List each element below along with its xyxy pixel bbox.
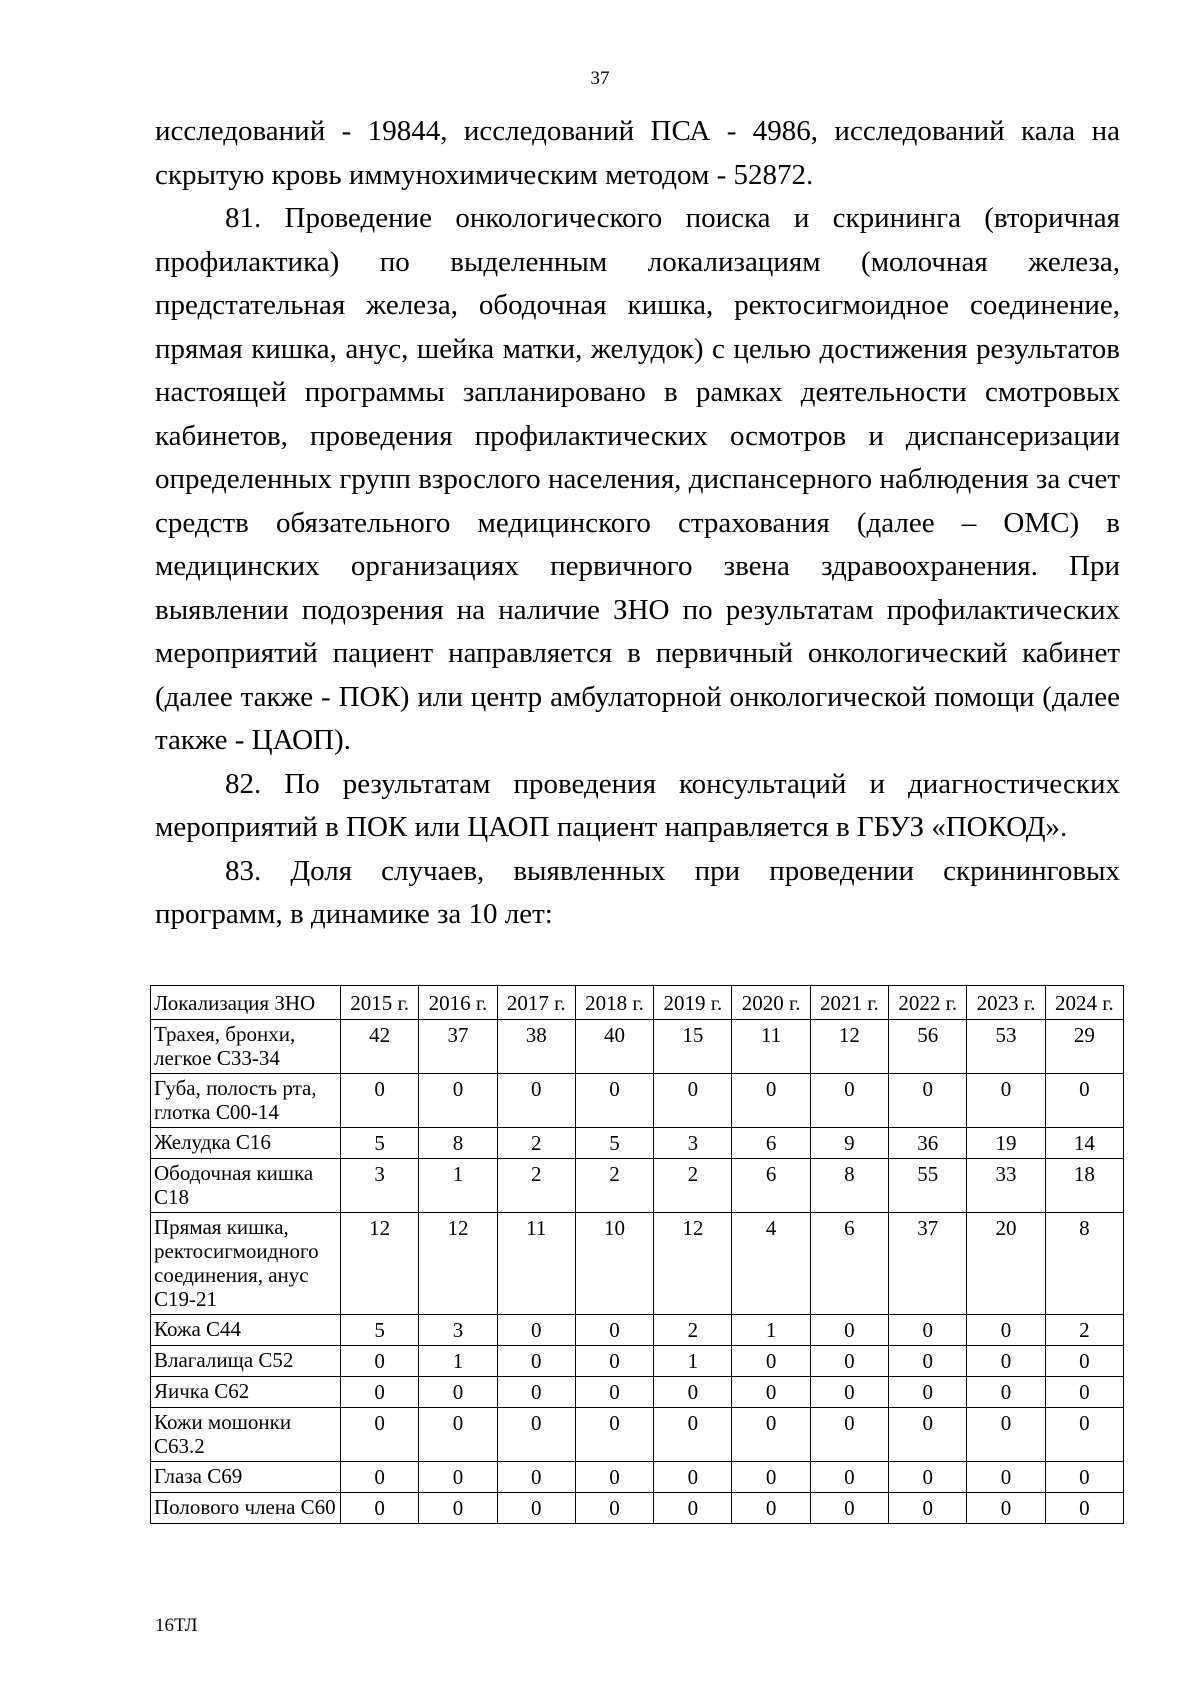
value-cell: 0 [889, 1346, 967, 1377]
value-cell: 0 [497, 1408, 575, 1462]
value-cell: 0 [575, 1346, 653, 1377]
value-cell: 0 [497, 1315, 575, 1346]
value-cell: 1 [654, 1346, 732, 1377]
value-cell: 5 [341, 1128, 419, 1159]
value-cell: 0 [497, 1462, 575, 1493]
value-cell: 0 [575, 1315, 653, 1346]
value-cell: 0 [341, 1408, 419, 1462]
value-cell: 2 [497, 1128, 575, 1159]
value-cell: 8 [1045, 1213, 1123, 1315]
table-row [151, 1377, 1124, 1408]
value-cell: 0 [810, 1408, 888, 1462]
value-cell: 0 [341, 1346, 419, 1377]
header-cell: 2020 г. [732, 986, 810, 1020]
header-cell: 2021 г. [810, 986, 888, 1020]
value-cell: 0 [341, 1462, 419, 1493]
header-cell: 2024 г. [1045, 986, 1123, 1020]
table-row [151, 1315, 1124, 1346]
value-cell: 5 [575, 1128, 653, 1159]
value-cell: 0 [810, 1315, 888, 1346]
value-cell: 1 [419, 1346, 497, 1377]
localization-cell: Желудка С16 [151, 1128, 341, 1159]
paragraph-83: 83. Доля случаев, выявленных при проведении скрининговых программ, в динамике за 10 лет: [155, 854, 1120, 930]
table-body [151, 1020, 1124, 1524]
value-cell: 0 [654, 1377, 732, 1408]
value-cell: 0 [967, 1315, 1045, 1346]
value-cell: 0 [575, 1462, 653, 1493]
value-cell: 6 [732, 1159, 810, 1213]
header-cell: 2022 г. [889, 986, 967, 1020]
value-cell: 18 [1045, 1159, 1123, 1213]
value-cell: 2 [575, 1159, 653, 1213]
value-cell: 19 [967, 1128, 1045, 1159]
value-cell: 0 [654, 1074, 732, 1128]
localization-cell: Губа, полость рта, глотка С00-14 [151, 1074, 341, 1128]
value-cell: 0 [419, 1408, 497, 1462]
value-cell: 38 [497, 1020, 575, 1074]
localization-cell: Яичка С62 [151, 1377, 341, 1408]
value-cell: 0 [654, 1462, 732, 1493]
value-cell: 12 [419, 1213, 497, 1315]
value-cell: 37 [419, 1020, 497, 1074]
value-cell: 0 [419, 1493, 497, 1524]
value-cell: 0 [1045, 1408, 1123, 1462]
value-cell: 0 [732, 1074, 810, 1128]
header-cell: 2017 г. [497, 986, 575, 1020]
table-row [151, 1213, 1124, 1315]
localization-cell: Кожа С44 [151, 1315, 341, 1346]
value-cell: 0 [1045, 1074, 1123, 1128]
value-cell: 0 [341, 1074, 419, 1128]
localization-cell: Влагалища С52 [151, 1346, 341, 1377]
value-cell: 0 [1045, 1493, 1123, 1524]
value-cell: 0 [810, 1462, 888, 1493]
localization-cell: Трахея, бронхи, легкое С33-34 [151, 1020, 341, 1074]
value-cell: 0 [967, 1493, 1045, 1524]
value-cell: 42 [341, 1020, 419, 1074]
value-cell: 0 [497, 1346, 575, 1377]
header-cell: 2015 г. [341, 986, 419, 1020]
header-cell: 2019 г. [654, 986, 732, 1020]
value-cell: 11 [732, 1020, 810, 1074]
value-cell: 3 [341, 1159, 419, 1213]
value-cell: 2 [497, 1159, 575, 1213]
value-cell: 0 [341, 1493, 419, 1524]
body-text [155, 110, 1120, 937]
value-cell: 55 [889, 1159, 967, 1213]
value-cell: 0 [967, 1346, 1045, 1377]
header-cell: 2023 г. [967, 986, 1045, 1020]
value-cell: 10 [575, 1213, 653, 1315]
value-cell: 0 [575, 1408, 653, 1462]
value-cell: 0 [419, 1462, 497, 1493]
value-cell: 0 [654, 1493, 732, 1524]
value-cell: 0 [967, 1408, 1045, 1462]
value-cell: 4 [732, 1213, 810, 1315]
value-cell: 9 [810, 1128, 888, 1159]
value-cell: 0 [732, 1408, 810, 1462]
value-cell: 0 [497, 1377, 575, 1408]
value-cell: 0 [889, 1493, 967, 1524]
footer-code: 16ТЛ [155, 1615, 198, 1636]
value-cell: 0 [810, 1493, 888, 1524]
localization-cell: Прямая кишка, ректосигмоидного соединения, анус С19-21 [151, 1213, 341, 1315]
value-cell: 8 [419, 1128, 497, 1159]
table-row [151, 1128, 1124, 1159]
value-cell: 12 [654, 1213, 732, 1315]
page-number: 37 [590, 68, 610, 89]
value-cell: 0 [1045, 1462, 1123, 1493]
value-cell: 0 [889, 1408, 967, 1462]
value-cell: 29 [1045, 1020, 1123, 1074]
value-cell: 2 [1045, 1315, 1123, 1346]
value-cell: 5 [341, 1315, 419, 1346]
header-cell: 2016 г. [419, 986, 497, 1020]
value-cell: 0 [732, 1462, 810, 1493]
paragraph-continuation: исследований - 19844, исследований ПСА - 4986, исследований кала на скрытую кровь иммунохимическим методом - 52872. [155, 115, 1120, 191]
value-cell: 40 [575, 1020, 653, 1074]
value-cell: 0 [575, 1493, 653, 1524]
table-row [151, 1346, 1124, 1377]
value-cell: 0 [419, 1074, 497, 1128]
value-cell: 1 [419, 1159, 497, 1213]
value-cell: 8 [810, 1159, 888, 1213]
value-cell: 20 [967, 1213, 1045, 1315]
table-row [151, 1493, 1124, 1524]
value-cell: 56 [889, 1020, 967, 1074]
value-cell: 11 [497, 1213, 575, 1315]
paragraph-81: 81. Проведение онкологического поиска и скрининга (вторичная профилактика) по выделенным локализациям (молочная железа, предстательная железа, ободочная кишка, ректосигмоидное соединение, прямая кишка, анус, шейка матки, желудок) с целью достижения результатов настоящей программы запланировано в рамках деятельности смотровых кабинетов, проведения профилактических осмотров и диспансеризации определенных групп взрослого населения, диспансерного наблюдения за счет средств обязательного медицинского страхования (далее – ОМС) в медицинских организациях первичного звена здравоохранения. При выявлении подозрения на наличие ЗНО по результатам профилактических мероприятий пациент направляется в первичный онкологический кабинет (далее также - ПОК) или центр амбулаторной онкологической помощи (далее также - ЦАОП). [155, 202, 1120, 756]
value-cell: 2 [654, 1315, 732, 1346]
value-cell: 0 [419, 1377, 497, 1408]
value-cell: 0 [889, 1315, 967, 1346]
screening-cases-table [150, 985, 1124, 1524]
header-cell: 2018 г. [575, 986, 653, 1020]
value-cell: 6 [732, 1128, 810, 1159]
value-cell: 37 [889, 1213, 967, 1315]
value-cell: 0 [967, 1377, 1045, 1408]
value-cell: 0 [654, 1408, 732, 1462]
value-cell: 0 [497, 1493, 575, 1524]
value-cell: 15 [654, 1020, 732, 1074]
value-cell: 0 [810, 1346, 888, 1377]
value-cell: 12 [341, 1213, 419, 1315]
value-cell: 0 [1045, 1346, 1123, 1377]
value-cell: 0 [889, 1074, 967, 1128]
value-cell: 0 [967, 1074, 1045, 1128]
value-cell: 0 [575, 1377, 653, 1408]
value-cell: 6 [810, 1213, 888, 1315]
value-cell: 0 [341, 1377, 419, 1408]
value-cell: 0 [497, 1074, 575, 1128]
value-cell: 3 [419, 1315, 497, 1346]
value-cell: 36 [889, 1128, 967, 1159]
value-cell: 0 [810, 1377, 888, 1408]
value-cell: 0 [732, 1493, 810, 1524]
localization-cell: Глаза С69 [151, 1462, 341, 1493]
localization-cell: Ободочная кишка С18 [151, 1159, 341, 1213]
value-cell: 12 [810, 1020, 888, 1074]
table-row [151, 1408, 1124, 1462]
value-cell: 0 [575, 1074, 653, 1128]
value-cell: 53 [967, 1020, 1045, 1074]
value-cell: 0 [810, 1074, 888, 1128]
value-cell: 3 [654, 1128, 732, 1159]
value-cell: 14 [1045, 1128, 1123, 1159]
paragraph-82: 82. По результатам проведения консультаций и диагностических мероприятий в ПОК или ЦАОП пациент направляется в ГБУЗ «ПОКОД». [155, 767, 1120, 843]
value-cell: 0 [732, 1346, 810, 1377]
value-cell: 0 [967, 1462, 1045, 1493]
table-row [151, 1159, 1124, 1213]
value-cell: 0 [889, 1377, 967, 1408]
table-row [151, 1074, 1124, 1128]
header-cell: Локализация ЗНО [151, 986, 341, 1020]
value-cell: 0 [732, 1377, 810, 1408]
table-row [151, 1462, 1124, 1493]
value-cell: 0 [1045, 1377, 1123, 1408]
table-row [151, 1020, 1124, 1074]
value-cell: 2 [654, 1159, 732, 1213]
value-cell: 0 [889, 1462, 967, 1493]
localization-cell: Кожи мошонки С63.2 [151, 1408, 341, 1462]
value-cell: 1 [732, 1315, 810, 1346]
value-cell: 33 [967, 1159, 1045, 1213]
localization-cell: Полового члена С60 [151, 1493, 341, 1524]
table-header-row [151, 986, 1124, 1020]
